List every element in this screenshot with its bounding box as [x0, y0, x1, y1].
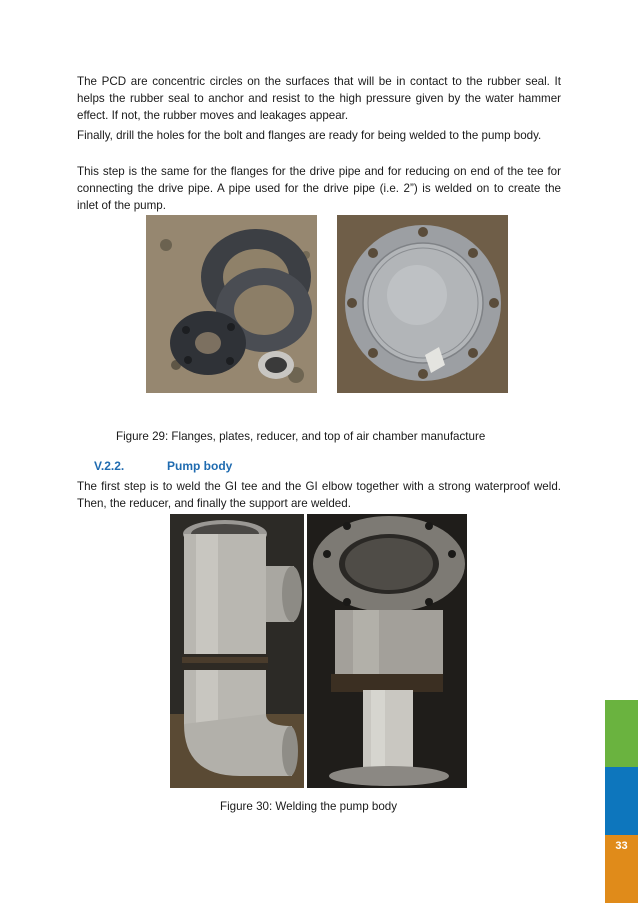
figure-30-caption: Figure 30: Welding the pump body — [220, 800, 398, 813]
paragraph-pump-body: The first step is to weld the GI tee and the GI elbow together with a strong waterproof weld. Then, the reducer, and finally the support are welded. — [77, 480, 561, 510]
figure-29-caption: Figure 29: Flanges, plates, reducer, and top of air chamber manufacture — [116, 430, 486, 443]
sidebar-green-tab — [605, 700, 638, 767]
flanges-photo — [146, 215, 317, 393]
page-number: 33 — [615, 840, 628, 852]
paragraph-same-step: This step is the same for the flanges for the drive pipe and for reducing on end of the tee for connecting the drive pipe. A pipe used for the drive pipe (i.e. 2”) is welded on to create the inlet of the pump. — [77, 165, 561, 212]
steel-plate-photo — [337, 215, 508, 393]
paragraph-drill: Finally, drill the holes for the bolt and flanges are ready for being welded to the pump body. — [77, 129, 542, 142]
reducer-support-photo — [307, 514, 467, 788]
paragraph-pcd: The PCD are concentric circles on the surfaces that will be in contact to the rubber seal. It helps the rubber seal to anchor and resist to the high pressure given by the water hammer effect. If not, the rubber moves and leakages appear. — [77, 75, 561, 122]
sidebar-blue-tab — [605, 767, 638, 835]
section-number: V.2.2. — [94, 459, 125, 473]
section-title: Pump body — [167, 459, 233, 473]
section-heading — [94, 459, 232, 473]
tee-elbow-photo — [170, 514, 304, 788]
